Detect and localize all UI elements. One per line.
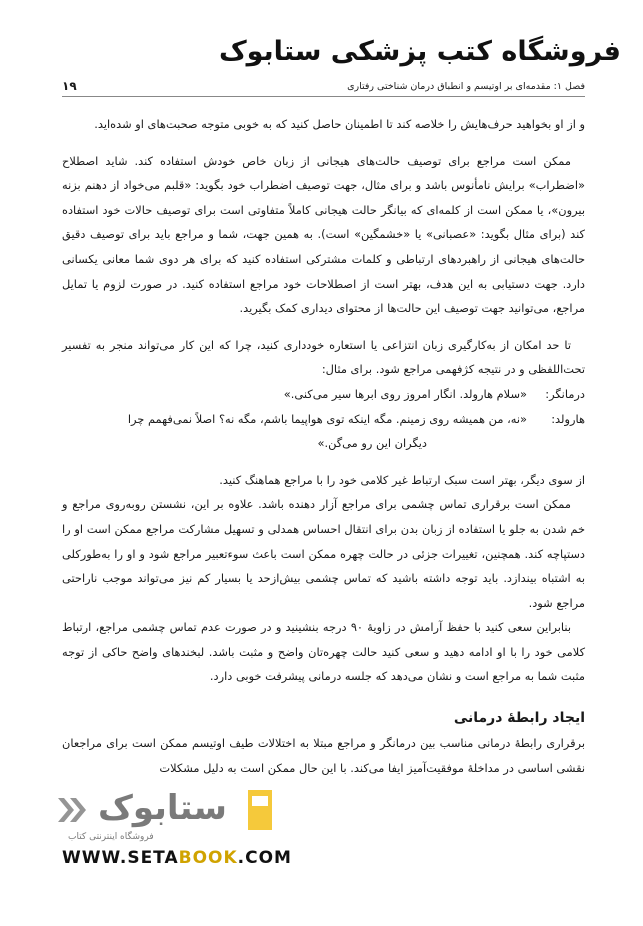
watermark-url[interactable]: WWW.SETABOOK.COM: [62, 848, 292, 868]
site-title: فروشگاه کتب پزشکی ستابوک: [218, 36, 621, 67]
dialogue-text: «سلام هارولد. انگار امروز روی ابرها سیر می‌کنی.»: [283, 386, 527, 401]
dialogue-line: [62, 407, 585, 432]
watermark-brand: ستابوک: [98, 788, 227, 828]
watermark-subtitle: فروشگاه اینترنتی کتاب: [68, 832, 154, 842]
dialogue-line: [62, 382, 585, 407]
dialogue-text: دیگران این رو می‌گن.»: [317, 436, 427, 451]
page-content: [62, 112, 585, 780]
paragraph: از سوی دیگر، بهتر است سبک ارتباط غیر کلامی خود را با مراجع هماهنگ کنید.: [219, 472, 585, 487]
dialogue-text: «نه، من همیشه روی زمینم. مگه اینکه توی هواپیما باشم، مگه نه؟ اصلاً نمی‌فهمم چرا: [127, 411, 527, 426]
paragraph: ممکن است برقراری تماس چشمی برای مراجع آزار دهنده باشد. علاوه بر این، نشستن روبه‌روی مراجع و خم شدن به جلو یا استفاده از زبان بدن برای انتقال احساس همدلی و تسهیل مشارکت مراجع ممکن است او را دستپاچه کند. همچنین، تغییرات جزئی در حالت چهره ممکن است باعث سوءتعبیر مراجع شود و او را به‌طورکلی به اشتباه بیندازد. باید توجه داشته باشید که تماس چشمی بیش‌ازحد یا بسیار کم نیز می‌تواند موجب ناراحتی مراجع شود.: [62, 497, 585, 610]
section-title: ایجاد رابطهٔ درمانی: [453, 710, 585, 727]
page-number: ۱۹: [62, 79, 77, 93]
dialogue-line-continued: [62, 431, 585, 456]
paragraph: برقراری رابطهٔ درمانی مناسب بین درمانگر و مراجع مبتلا به اختلالات طیف اوتیسم ممکن است برای مراجعان نقشی اساسی در مداخلهٔ موفقیت‌آمیز ایفا می‌کند. با این حال ممکن است به دلیل مشکلات: [62, 736, 585, 775]
running-head: [62, 78, 585, 97]
paragraph: تا حد امکان از به‌کارگیری زبان انتزاعی یا استعاره خودداری کنید، چرا که این کار می‌تواند منجر به تفسیر تحت‌اللفظی و در نتیجه کژفهمی مراجع شود. برای مثال:: [62, 337, 585, 377]
chapter-title: فصل ۱: مقدمه‌ای بر اوتیسم و انطباق درمان شناختی رفتاری: [347, 80, 585, 92]
speaker-label: درمانگر:: [545, 386, 585, 401]
paragraph: ممکن است مراجع برای توصیف حالت‌های هیجانی از زبان خاص خودش استفاده کند. شاید اصطلاح «اضطراب» برایش نامأنوس باشد و برای مثال، جهت توصیف اضطراب خود بگوید: «قلبم می‌خواد از دهنم بزنه بیرون»، یا ممکن است از کلمه‌ای که بیانگر حالت هیجانی کاملاً متفاوتی است برای توصیف حالات خود استفاده کند (برای مثال بگوید: «عصبانی» یا «خشمگین» است). به همین جهت، شما و مراجع باید برای توصیف دقیق حالت‌های هیجانی از راهبردهای ارتباطی و کلمات مشترکی استفاده کنید که برای هر دوی شما معانی یکسانی دارد. جهت دستیابی به این هدف، بهتر است از اصطلاحات خود مراجع استفاده کنید. در صورت لزوم یا تمایل مراجع، می‌توانید جهت توصیف این حالت‌ها از محتوای دیداری کمک بگیرید.: [62, 153, 585, 316]
paragraph: بنابراین سعی کنید با حفظ آرامش در زاویهٔ ۹۰ درجه بنشینید و در صورت عدم تماس چشمی مراجع، ارتباط کلامی خود را با او ادامه دهید و سعی کنید حالت چهره‌تان واضح و مثبت باشد. لبخندهای واضح حاکی از توجه مثبت شما به مراجع است و نشان می‌دهد که جلسه درمانی پیشرفت خوبی دارد.: [62, 620, 585, 684]
speaker-label: هارولد:: [551, 411, 585, 426]
paragraph: و از او بخواهید حرف‌هایش را خلاصه کند تا اطمینان حاصل کنید که به خوبی متوجه صحبت‌های او شده‌اید.: [94, 117, 585, 131]
